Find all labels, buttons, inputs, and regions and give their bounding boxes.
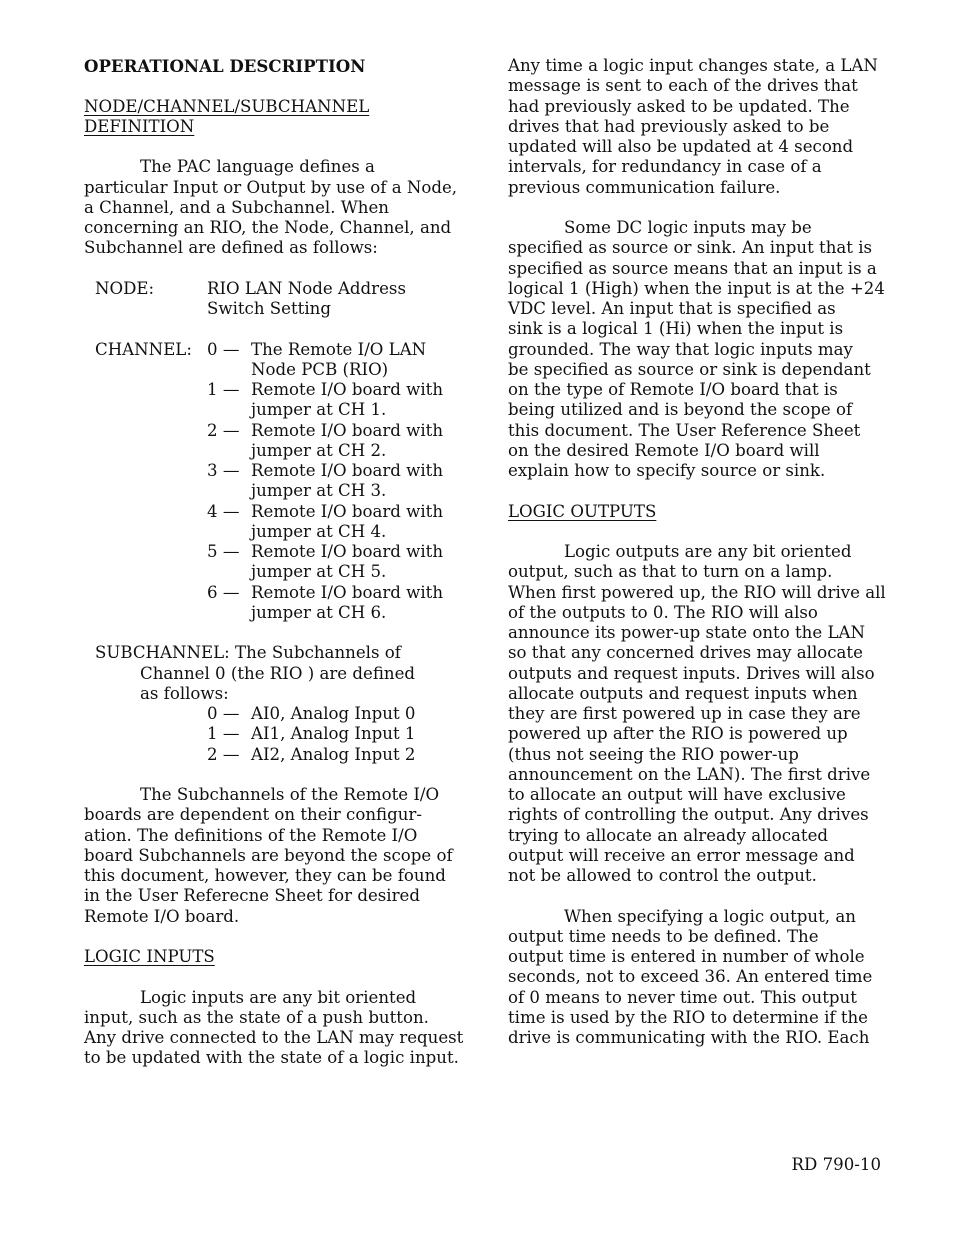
logic-inputs-line: Logic inputs are any bit oriented	[140, 987, 417, 1007]
para2-line: be specified as source or sink is dependant	[508, 359, 871, 379]
channel-item	[84, 340, 464, 360]
channel-text: jumper at CH 1.	[251, 400, 387, 420]
intro-line: a Channel, and a Subchannel. When	[84, 197, 389, 217]
subchannel-line: as follows:	[140, 683, 229, 703]
channel-item	[84, 502, 464, 522]
para3-line: powered up after the RIO is powered up	[508, 724, 848, 744]
para4-line: output time needs to be defined. The	[508, 926, 819, 946]
channel-text: Remote I/O board with	[251, 420, 444, 440]
para3-line: to allocate an output will have exclusive	[508, 785, 846, 804]
para3-line: rights of controlling the output. Any drives	[508, 805, 869, 825]
node-heading-line: DEFINITION	[84, 116, 195, 136]
para2-line: on the desired Remote I/O board will	[508, 440, 820, 460]
subchannel-item	[84, 745, 464, 765]
logic-inputs-line: input, such as the state of a push button.	[84, 1007, 429, 1027]
logic-inputs-line: Any drive connected to the LAN may request	[84, 1028, 464, 1047]
channel-text: Remote I/O board with	[251, 501, 444, 521]
para1-line: message is sent to each of the drives that	[508, 76, 858, 96]
subchannel-line: Channel 0 (the RIO ) are defined	[140, 663, 416, 683]
channel-text: Remote I/O board with	[251, 542, 444, 561]
channel-text: jumper at CH 3.	[251, 481, 387, 501]
channel-text: Node PCB (RIO)	[251, 359, 389, 379]
channel-text: Remote I/O board with	[251, 582, 444, 602]
node-heading-line: NODE/CHANNEL/SUBCHANNEL	[84, 96, 370, 116]
channel-number: 4 —	[207, 501, 240, 521]
para1-line: Any time a logic input changes state, a LAN	[508, 56, 878, 75]
intro-line: The PAC language defines a	[140, 157, 375, 177]
subchannel-text: AI0, Analog Input 0	[251, 704, 416, 723]
para4-line: of 0 means to never time out. This output	[508, 987, 857, 1007]
subchannel-para-line: The Subchannels of the Remote I/O	[140, 785, 440, 804]
para2-line: grounded. The way that logic inputs may	[508, 339, 853, 359]
para3-line: announcement on the LAN). The first drive	[508, 764, 871, 784]
para3-line: not be allowed to control the output.	[508, 866, 817, 885]
subchannel-number: 0 —	[207, 704, 240, 723]
para2-line: specified as source means that an input is a	[508, 258, 877, 278]
para2-line: being utilized and is beyond the scope of	[508, 400, 853, 420]
document-number: RD 790-10	[791, 1155, 881, 1174]
para1-line: previous communication failure.	[508, 177, 781, 197]
para3-line: When first powered up, the RIO will drive all	[508, 582, 886, 602]
node-term: NODE:	[95, 278, 155, 298]
para3-line: of the outputs to 0. The RIO will also	[508, 602, 818, 622]
logic-outputs-heading: LOGIC OUTPUTS	[508, 501, 657, 521]
para2-line: VDC level. An input that is specified as	[508, 299, 836, 318]
subchannel-text: AI2, Analog Input 2	[251, 744, 416, 764]
channel-item	[84, 461, 464, 481]
channel-number: 0 —	[207, 339, 240, 359]
para1-line: had previously asked to be updated. The	[508, 96, 850, 116]
channel-number: 5 —	[207, 542, 240, 561]
channel-number: 1 —	[207, 380, 240, 399]
subchannel-para-line: board Subchannels are beyond the scope of	[84, 845, 453, 865]
subchannel-item	[84, 724, 464, 744]
para2-line: specified as source or sink. An input that is	[508, 238, 873, 258]
para3-line: announce its power-up state onto the LAN	[508, 623, 865, 642]
subchannel-para-line: in the User Referecne Sheet for desired	[84, 886, 420, 906]
channel-term: CHANNEL:	[95, 339, 192, 359]
channel-text: jumper at CH 5.	[251, 562, 387, 582]
para1-line: updated will also be updated at 4 second	[508, 137, 854, 156]
para3-line: output will receive an error message and	[508, 845, 855, 865]
node-definition	[84, 279, 464, 299]
subchannel-para-line: boards are dependent on their configur-	[84, 805, 422, 825]
para2-line: Some DC logic inputs may be	[564, 218, 812, 237]
para3-line: outputs and request inputs. Drives will also	[508, 663, 875, 683]
para4-line: output time is entered in number of whole	[508, 947, 865, 966]
para3-line: output, such as that to turn on a lamp.	[508, 562, 833, 582]
para2-line: on the type of Remote I/O board that is	[508, 380, 838, 399]
logic-inputs-line: to be updated with the state of a logic input.	[84, 1048, 459, 1068]
channel-number: 2 —	[207, 420, 240, 440]
para4-line: When specifying a logic output, an	[564, 906, 856, 926]
subchannel-line: SUBCHANNEL: The Subchannels of	[95, 643, 401, 663]
subchannel-text: AI1, Analog Input 1	[251, 724, 416, 744]
para3-line: allocate outputs and request inputs when	[508, 683, 858, 703]
para1-line: drives that had previously asked to be	[508, 116, 830, 136]
channel-text: Remote I/O board with	[251, 461, 444, 480]
intro-line: concerning an RIO, the Node, Channel, and	[84, 218, 452, 237]
channel-text: Remote I/O board with	[251, 380, 444, 399]
channel-text: jumper at CH 2.	[251, 440, 387, 460]
para4-line: time is used by the RIO to determine if the	[508, 1007, 868, 1027]
subchannel-para-line: this document, however, they can be found	[84, 866, 446, 885]
channel-text: jumper at CH 6.	[251, 602, 387, 622]
channel-number: 6 —	[207, 582, 240, 602]
para3-line: trying to allocate an already allocated	[508, 825, 829, 845]
node-value-line: Switch Setting	[207, 299, 331, 318]
node-value-line: RIO LAN Node Address	[207, 278, 406, 298]
subchannel-para-line: Remote I/O board.	[84, 906, 240, 926]
intro-line: particular Input or Output by use of a Node,	[84, 177, 458, 197]
channel-text: jumper at CH 4.	[251, 521, 387, 541]
para2-line: this document. The User Reference Sheet	[508, 420, 861, 440]
para3-line: so that any concerned drives may allocate	[508, 643, 863, 663]
channel-number: 3 —	[207, 461, 240, 480]
logic-inputs-heading: LOGIC INPUTS	[84, 947, 215, 966]
para3-line: Logic outputs are any bit oriented	[564, 542, 852, 561]
subchannel-number: 1 —	[207, 724, 240, 744]
para3-line: they are first powered up in case they are	[508, 704, 861, 723]
para1-line: intervals, for redundancy in case of a	[508, 157, 822, 177]
para4-line: seconds, not to exceed 36. An entered time	[508, 967, 873, 987]
channel-item	[84, 380, 464, 400]
channel-item	[84, 542, 464, 562]
para2-line: sink is a logical 1 (Hi) when the input is	[508, 319, 844, 339]
left-column	[84, 56, 464, 1069]
section-heading: OPERATIONAL DESCRIPTION	[84, 56, 366, 76]
channel-item	[84, 421, 464, 441]
subchannel-para-line: ation. The definitions of the Remote I/O	[84, 825, 418, 845]
para3-line: (thus not seeing the RIO power-up	[508, 744, 799, 764]
para2-line: logical 1 (High) when the input is at the +24	[508, 278, 885, 298]
channel-text: The Remote I/O LAN	[251, 339, 427, 359]
para4-line: drive is communicating with the RIO. Each	[508, 1028, 870, 1047]
para2-line: explain how to specify source or sink.	[508, 461, 826, 480]
channel-item	[84, 583, 464, 603]
intro-line: Subchannel are defined as follows:	[84, 238, 378, 258]
subchannel-item	[84, 704, 464, 724]
subchannel-number: 2 —	[207, 744, 240, 764]
right-column	[508, 56, 888, 1048]
